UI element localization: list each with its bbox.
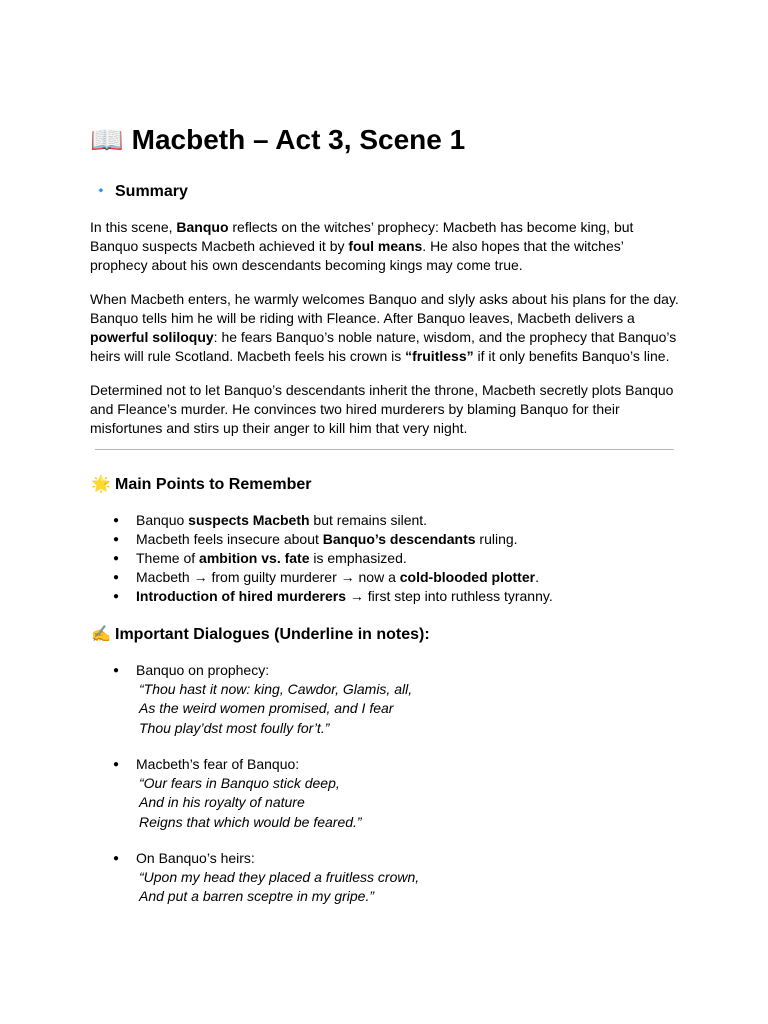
dialogue-quote-line: As the weird women promised, and I fear [139,700,394,717]
text-run: In this scene, [90,219,177,235]
dialogue-quote-line: Reigns that which would be feared.” [139,813,362,830]
writing-hand-icon: ✍️ [91,626,111,643]
text-run: : he fears Banquo’s noble nature, wisdom, and the prophecy that Banquo’s heirs will rule Scotland. Macbeth feels his crown is [90,329,677,364]
dialogue-lead: ● Macbeth’s fear of Banquo: [90,755,650,774]
page-title [90,118,465,162]
text-run: Banquo [136,512,189,528]
text-run: ruling. [475,531,518,547]
summary-heading [90,179,188,204]
text-run: . He also hopes that the witches’ prophecy about his own descendants becoming kings may come true. [90,238,624,273]
text-run: reflects on the witches’ prophecy: Macbeth has become king, but Banquo suspects Macbeth achieved it by [90,219,634,254]
main-points-list [90,511,553,606]
bold-text: Banquo [176,219,229,235]
summary-heading-text: Summary [115,183,188,200]
page-title-text: Macbeth – Act 3, Scene 1 [131,124,466,155]
main-point-item [90,568,553,587]
bold-text: suspects Macbeth [188,512,310,528]
main-point-item [90,549,553,568]
bold-text: Banquo’s descendants [322,531,476,547]
text-run: Macbeth feels insecure about [136,531,323,547]
summary-paragraph-3 [90,381,680,438]
text-run: . [535,569,539,585]
dialogue-quote-line: And in his royalty of nature [139,794,305,811]
bold-text: cold-blooded plotter [399,569,536,585]
text-run: Determined not to let Banquo’s descendants inherit the throne, Macbeth secretly plots Banquo and Fleance’s murder. He convinces two hired murderers by blaming Banquo for their misfortunes and stirs up their anger to kill him that very night. [90,382,674,436]
dialogue-quote-line: Thou play’dst most foully for’t.” [139,719,330,736]
blue-diamond-icon: 🔹 [94,185,108,197]
dialogues-heading [90,623,430,647]
text-run: → first step into ruthless tyranny. [346,588,553,604]
bold-text: Introduction of hired murderers [136,588,347,604]
dialogue-item [90,661,650,738]
dialogue-item [90,849,650,907]
dialogues-heading-text: Important Dialogues (Underline in notes): [115,626,430,643]
bold-text: “fruitless” [405,348,474,364]
text-run: if it only benefits Banquo’s line. [473,348,670,364]
main-points-heading [90,473,311,497]
dialogue-quote-line: “Thou hast it now: king, Cawdor, Glamis, all, [139,681,413,697]
section-divider [95,449,674,450]
dialogue-lead: ● Banquo on prophecy: [90,661,650,680]
text-run: When Macbeth enters, he warmly welcomes Banquo and slyly asks about his plans for the day. Banquo tells him he will be riding with Fleance. After Banquo leaves, Macbeth delivers a [90,291,679,326]
bold-text: powerful soliloquy [90,329,214,345]
dialogue-lead: ● On Banquo’s heirs: [90,849,650,868]
summary-paragraph-2 [90,290,680,366]
main-point-item [90,587,553,606]
text-run: Macbeth → from guilty murderer → now a [136,569,400,585]
glowing-star-icon: 🌟 [91,476,111,493]
text-run: but remains silent. [309,512,428,528]
bold-text: ambition vs. fate [199,550,310,566]
main-points-heading-text: Main Points to Remember [115,476,312,493]
dialogue-quote-line: “Upon my head they placed a fruitless crown, [139,869,420,885]
text-run: is emphasized. [309,550,407,566]
dialogue-item [90,755,650,832]
main-point-item [90,511,553,530]
text-run: Theme of [136,550,200,566]
open-book-icon: 📖 [90,125,124,155]
main-point-item [90,530,553,549]
summary-paragraph-1 [90,218,680,275]
dialogue-quote-line: “Our fears in Banquo stick deep, [139,775,340,791]
dialogue-quote-line: And put a barren sceptre in my gripe.” [139,888,375,905]
bold-text: foul means [348,238,423,254]
